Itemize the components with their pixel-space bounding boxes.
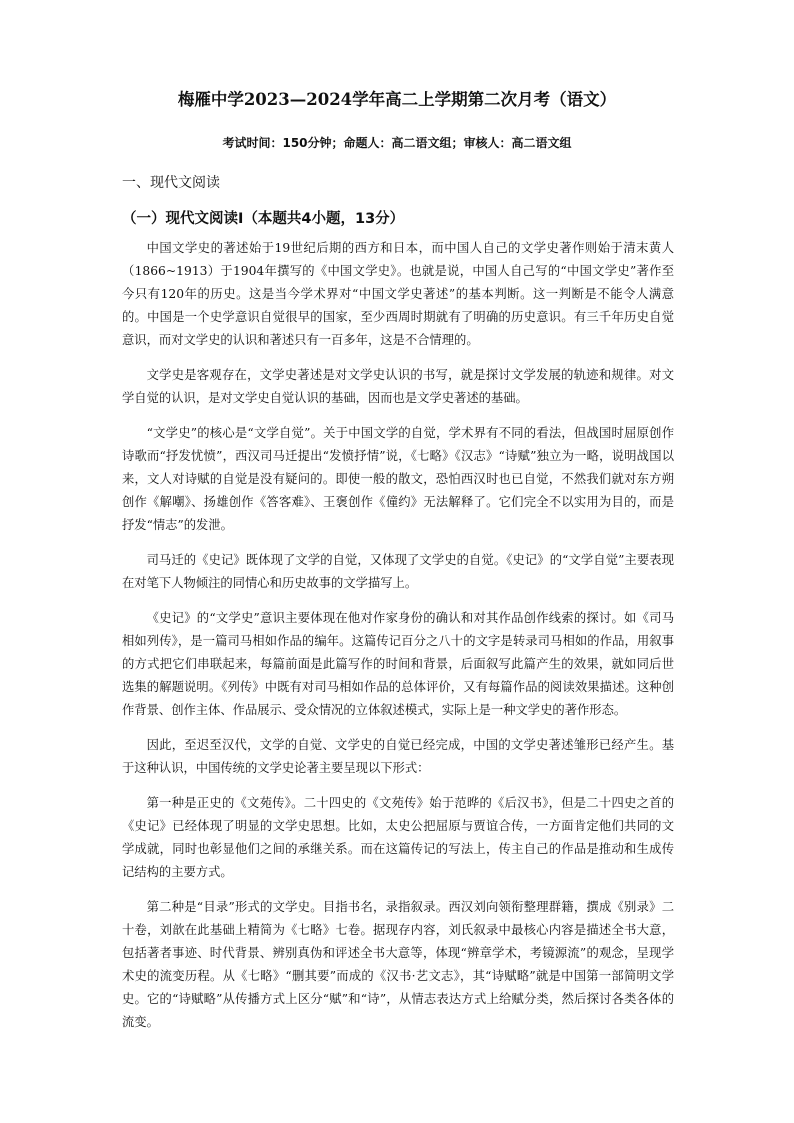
section-heading: 一、现代文阅读 <box>122 175 220 191</box>
exam-meta: 考试时间：150分钟；命题人：高二语文组；审核人：高二语文组 <box>222 136 572 150</box>
paragraph: “文学史”的核心是“文学自觉”。关于中国文学的自觉，学术界有不同的看法，但战国时屈原创作诗歌而“抒发忧愤”，西汉司马迁提出“发愤抒情”说，《七略》《汉志》“诗赋”独立为一略，说明战国以来，文人对诗赋的自觉是没有疑问的。即使一般的散文，恐怕西汉时也已自觉，不然我们就对东方朔创作《解嘲》、扬雄创作《答客难》、王褒创作《僮约》无法解释了。它们完全不以实用为目的，而是抒发“情志”的发泄。 <box>122 426 674 532</box>
reading-passage <box>122 237 674 1046</box>
paragraph: 中国文学史的著述始于19世纪后期的西方和日本，而中国人自己的文学史著作则始于清末黄人（1866~1913）于1904年撰写的《中国文学史》。也就是说，中国人自己写的“中国文学史”著作至今只有120年的历史。这是当今学术界对“中国文学史著述”的基本判断。这一判断是不能令人满意的。中国是一个史学意识自觉很早的国家，至少西周时期就有了明确的历史意识。有三千年历史自觉意识，而对文学史的认识和著述只有一百多年，这是不合情理的。 <box>122 241 674 347</box>
paragraph: 因此，至迟至汉代，文学的自觉、文学史的自觉已经完成，中国的文学史著述雏形已经产生。基于这种认识，中国传统的文学史论著主要呈现以下形式： <box>122 738 674 775</box>
paragraph: 《史记》的“文学史”意识主要体现在他对作家身份的确认和对其作品创作线索的探讨。如《司马相如列传》，是一篇司马相如作品的编年。这篇传记百分之八十的文字是转录司马相如的作品，用叙事的方式把它们串联起来，每篇前面是此篇写作的时间和背景，后面叙写此篇产生的效果，就如同后世选集的解题说明。《列传》中既有对司马相如作品的总体评价，又有每篇作品的阅读效果描述。这种创作背景、创作主体、作品展示、受众情况的立体叙述模式，实际上是一种文学史的著作形态。 <box>122 611 674 717</box>
paragraph: 文学史是客观存在，文学史著述是对文学史认识的书写，就是探讨文学发展的轨迹和规律。对文学自觉的认识，是对文学史自觉认识的基础，因而也是文学史著述的基础。 <box>122 368 674 405</box>
page-title: 梅雁中学2023—2024学年高二上学期第二次月考（语文） <box>177 90 617 109</box>
subsection-heading: （一）现代文阅读Ⅰ（本题共4小题，13分） <box>122 211 405 227</box>
paragraph: 第一种是正史的《文苑传》。二十四史的《文苑传》始于范晔的《后汉书》，但是二十四史之首的《史记》已经体现了明显的文学史思想。比如，太史公把屈原与贾谊合传，一方面肯定他们共同的文学成就，同时也彰显他们之间的承继关系。而在这篇传记的写法上，传主自己的作品是推动和生成传记结构的主要方式。 <box>122 796 674 879</box>
paragraph: 第二种是“目录”形式的文学史。目指书名，录指叙录。西汉刘向领衔整理群籍，撰成《别录》二十卷，刘歆在此基础上精简为《七略》七卷。据现存内容，刘氏叙录中最核心内容是描述全书大意，包括著者事迹、时代背景、辨别真伪和评述全书大意等，体现“辨章学术，考镜源流”的观念，呈现学术史的流变历程。从《七略》“删其要”而成的《汉书·艺文志》，其“诗赋略”就是中国第一部简明文学史。它的“诗赋略”从传播方式上区分“赋”和“诗”，从情志表达方式上给赋分类，然后探讨各类各体的流变。 <box>122 900 674 1029</box>
paragraph: 司马迁的《史记》既体现了文学的自觉，又体现了文学史的自觉。《史记》的“文学自觉”主要表现在对笔下人物倾注的同情心和历史故事的文学描写上。 <box>122 553 674 590</box>
